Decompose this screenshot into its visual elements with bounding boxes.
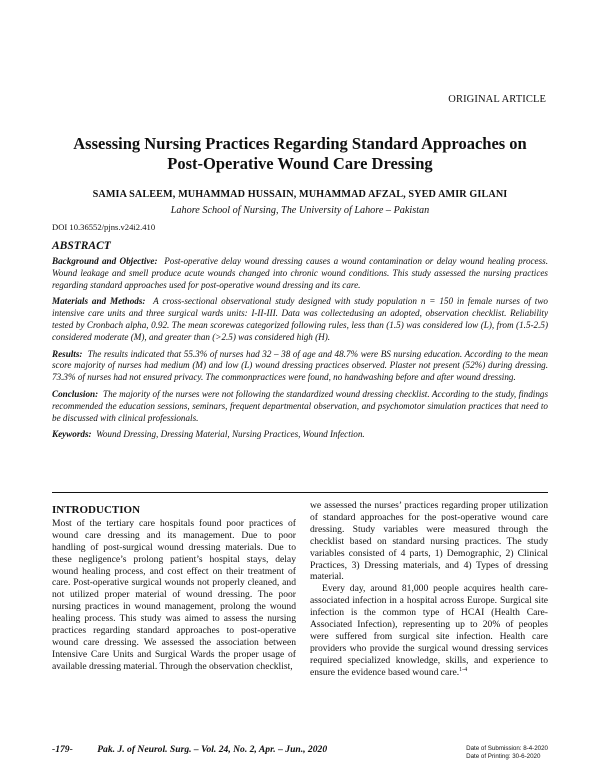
abstract-section-label: Materials and Methods: [52, 296, 146, 307]
page-number: -179- [52, 744, 73, 755]
submission-date: Date of Submission: 8-4-2020 [466, 745, 548, 752]
intro-heading: INTRODUCTION [52, 504, 141, 516]
printing-date: Date of Printing: 30-6-2020 [466, 753, 541, 760]
intro-paragraph-3 [310, 583, 548, 678]
abstract-keywords [52, 429, 548, 441]
abstract-section-text: A cross-sectional observational study designed with study population n = 150 in female nurses of two intensive care units and three surgical wards units: I-II-III. Data was collectedusing an adopted, observation checklist. Reliability tested by Cronbach alpha, 0.92. The mean scorewas categorized following rules, less than (1.5) was considered low (L), from (1.5-2.5) considered moderate (M), and greater than (>2.5) was considered high (H). [52, 296, 548, 342]
abstract-section-text: Post-operative delay wound dressing causes a wound contamination or delay wound healing process. Wound leakage and smell produce acute wounds changed into chronic wound conditions. This study assessed the nursing practices regarding standard approaches used for post-operative wound dressing and its care. [52, 256, 548, 290]
publication-dates [466, 745, 548, 761]
title-line-2: Post-Operative Wound Care Dressing [167, 154, 433, 173]
section-divider [52, 492, 548, 493]
intro-paragraph-2: we assessed the nurses’ practices regarding proper utilization of standard approaches for the post-operative wound care dressing. Study variables were measured through the checklist based on standard nursing practices. The study variables consisted of 4 parts, 1) Demographic, 2) Clinical Practices, 3) Dressing materials, and 4) Types of dressing material. [310, 500, 548, 583]
abstract-body [52, 256, 548, 446]
abstract-section-label: Conclusion: [52, 388, 99, 399]
page-footer [52, 744, 327, 755]
citation-ref[interactable]: 1-4 [459, 666, 468, 673]
intro-right-column [310, 500, 548, 679]
abstract-section-label: Background and Objective: [52, 256, 158, 266]
abstract-section-label: Results: [52, 348, 83, 359]
article-title [40, 134, 560, 174]
abstract-heading: ABSTRACT [52, 240, 111, 252]
intro-left-column [52, 505, 296, 673]
abstract-results [52, 349, 548, 384]
abstract-background [52, 256, 548, 291]
abstract-methods [52, 296, 548, 343]
abstract-conclusion [52, 389, 548, 424]
abstract-section-text: The majority of the nurses were not following the standardized wound dressing checklist. According to the study, findings recommended the education sessions, seminars, frequent departmental observation, and psychomotor simulation practices that need to be discussed with clinical professionals. [52, 388, 549, 423]
author-list: SAMIA SALEEM, MUHAMMAD HUSSAIN, MUHAMMAD AFZAL, SYED AMIR GILANI [92, 189, 508, 200]
journal-citation: Pak. J. of Neurol. Surg. – Vol. 24, No. 2, Apr. – Jun., 2020 [97, 744, 328, 755]
intro-paragraph-3-text: Every day, around 81,000 people acquires health care-associated infection in a hospital across Europe. Surgical site infection is the common type of HCAI (Health Care-Associated Infection), representing up to 20% of peoples were suffered from surgical site infection. Health care providers who provide the surgical wound dressing services required specialized knowledge, skills, and experience to ensure the evidence based wound care. [310, 583, 548, 678]
intro-paragraph-1: Most of the tertiary care hospitals found poor practices of wound care dressing and its management. Due to poor handling of post-surgical wound dressing materials. Due to these negligence’s prolong patient’s hospital stays, delay wound healing process, and cost effect on their treatment of care. Post-operative surgical wounds not properly cleaned, and not utilized proper material of wound dressing. The poor nursing practices in wound management, prolong the wound healing process. This study was aimed to assess the nursing practices regarding standard approaches to post-operative wound care dressing. We assessed the association between Intensive Care Units and Surgical Wards the proper usage of available dressing material. Through the observation checklist, [52, 517, 296, 672]
abstract-section-text: The results indicated that 55.3% of nurses had 32 – 38 of age and 48.7% were BS nursing education. According to the mean score majority of nurses had medium (M) and low (L) wound dressing practices observed. Plaster not present (52%) during dressing. 73.3% of nurses had not ensured privacy. The commonpractices were found, no handwashing before and after wound dressing. [52, 348, 548, 383]
affiliation: Lahore School of Nursing, The University of Lahore – Pakistan [170, 205, 430, 216]
abstract-section-text: Wound Dressing, Dressing Material, Nursing Practices, Wound Infection. [96, 429, 365, 440]
doi-link[interactable]: DOI 10.36552/pjns.v24i2.410 [52, 222, 156, 232]
article-type-label: ORIGINAL ARTICLE [448, 94, 546, 105]
abstract-section-label: Keywords: [52, 429, 92, 440]
title-line-1: Assessing Nursing Practices Regarding Standard Approaches on [73, 134, 527, 153]
